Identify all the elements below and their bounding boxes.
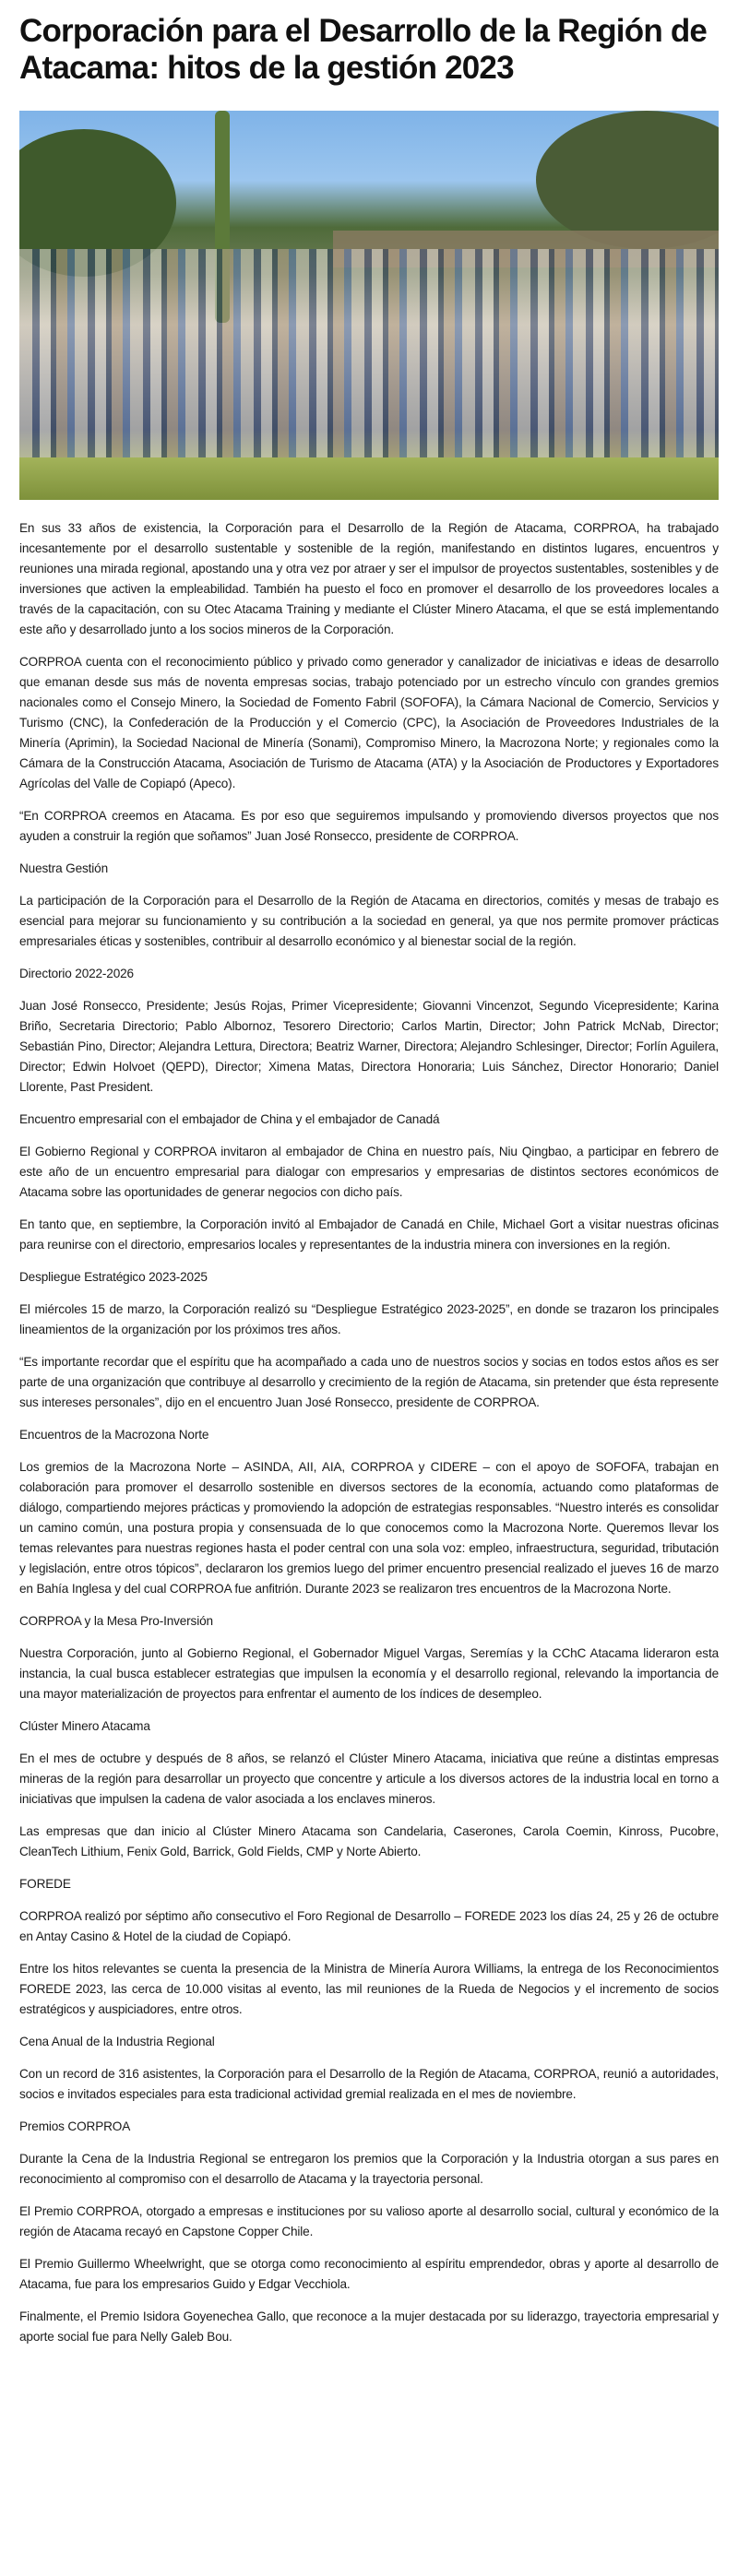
section-heading: FOREDE — [19, 1877, 71, 1891]
section-heading: Premios CORPROA — [19, 2119, 131, 2133]
section-heading: Directorio 2022-2026 — [19, 967, 134, 980]
section-heading: Despliegue Estratégico 2023-2025 — [19, 1270, 208, 1284]
paragraph: Juan José Ronsecco, Presidente; Jesús Rojas, Primer Vicepresidente; Giovanni Vincenzot, Segundo Vicepresidente; Karina Briño, Secretaria Directorio; Pablo Albornoz, Tesorero Directorio; Carlos Martin, Director; John Patrick McNab, Director; Sebastián Pino, Director; Alejandra Lettura, Directora; Beatriz Warner, Directora; Alejandro Schlesinger, Director; Forlín Aguilera, Director; Edwin Holvoet (QEPD), Director; Ximena Matas, Directora Honoraria; Luis Sánchez, Director Honorario; Daniel Llorente, Past President. — [19, 999, 719, 1094]
paragraph: “Es importante recordar que el espíritu que ha acompañado a cada uno de nuestros socios y socias en todos estos años es ser parte de una organización que contribuye al desarrollo y crecimiento de la región de Atacama, sin pretender que ésta represente sus intereses personales”, dijo en el encuentro Juan José Ronsecco, presidente de CORPROA. — [19, 1355, 719, 1409]
paragraph: El Premio CORPROA, otorgado a empresas e instituciones por su valioso aporte al desarrollo social, cultural y económico de la región de Atacama recayó en Capstone Copper Chile. — [19, 2204, 719, 2238]
section-heading: Encuentro empresarial con el embajador de China y el embajador de Canadá — [19, 1112, 440, 1126]
section-heading: Nuestra Gestión — [19, 861, 108, 875]
group-photo — [19, 111, 719, 500]
paragraph: En tanto que, en septiembre, la Corporación invitó al Embajador de Canadá en Chile, Michael Gort a visitar nuestras oficinas para reunirse con el directorio, empresarios locales y representantes de la industria minera con inversiones en la región. — [19, 1217, 719, 1252]
section-heading: CORPROA y la Mesa Pro-Inversión — [19, 1614, 213, 1628]
paragraph: En sus 33 años de existencia, la Corporación para el Desarrollo de la Región de Atacama, CORPROA, ha trabajado incesantemente por el desarrollo sustentable y sostenible de la región, manifestando en distintos lugares, encuentros y reuniones una mirada regional, apostando una y otra vez por atraer y ser el impulsor de proyectos sustentables, sostenibles y de inversiones que activen la empleabilidad. También ha puesto el foco en promover el desarrollo de los proveedores locales a través de la capacitación, con su Otec Atacama Training y mediante el Clúster Minero Atacama, el que se está implementando este año y desarrollado junto a los socios mineros de la Corporación. — [19, 521, 719, 636]
paragraph: Con un record de 316 asistentes, la Corporación para el Desarrollo de la Región de Atacama, CORPROA, reunió a autoridades, socios e invitados especiales para esta tradicional actividad gremial realizada en el mes de noviembre. — [19, 2067, 719, 2101]
paragraph: Finalmente, el Premio Isidora Goyenechea Gallo, que reconoce a la mujer destacada por su liderazgo, trayectoria empresarial y aporte social fue para Nelly Galeb Bou. — [19, 2309, 719, 2344]
paragraph: Los gremios de la Macrozona Norte – ASINDA, AII, AIA, CORPROA y CIDERE – con el apoyo de SOFOFA, trabajan en colaboración para promover el desarrollo sostenible en diversos sectores de la economía, actuando como plataformas de diálogo, compartiendo mejores prácticas y promoviendo la adopción de estrategias responsables. “Nuestro interés es consolidar un camino común, una postura propia y consensuada de lo que conocemos como la Macrozona Norte. Queremos llevar los temas relevantes para nuestras regiones hasta el poder central con una sola voz: empleo, infraestructura, seguridad, tributación y legislación, entre otros tópicos”, declararon los gremios luego del primer encuentro presencial realizado el jueves 16 de marzo en Bahía Inglesa y del cual CORPROA fue anfitrión. Durante 2023 se realizaron tres encuentros de la Macrozona Norte. — [19, 1460, 719, 1596]
paragraph: Nuestra Corporación, junto al Gobierno Regional, el Gobernador Miguel Vargas, Seremías y la CChC Atacama lideraron esta instancia, la cual busca establecer estrategias que impulsen la economía y el desarrollo regional, relevando la importancia de una mayor materialización de proyectos para enfrentar el aumento de los índices de desempleo. — [19, 1646, 719, 1701]
section-heading: Encuentros de la Macrozona Norte — [19, 1428, 209, 1442]
paragraph: El miércoles 15 de marzo, la Corporación realizó su “Despliegue Estratégico 2023-2025”, en donde se trazaron los principales lineamientos de la organización por los próximos tres años. — [19, 1302, 719, 1336]
paragraph: En el mes de octubre y después de 8 años, se relanzó el Clúster Minero Atacama, iniciativa que reúne a distintas empresas mineras de la región para desarrollar un proyecto que concentre y articule a los diversos actores de la industria local en torno a iniciativas que impulsen la cadena de valor asociada a los enclaves mineros. — [19, 1751, 719, 1806]
paragraph: El Premio Guillermo Wheelwright, que se otorga como reconocimiento al espíritu emprendedor, obras y aporte al desarrollo de Atacama, fue para los empresarios Guido y Edgar Vecchiola. — [19, 2257, 719, 2291]
section-heading: Clúster Minero Atacama — [19, 1719, 150, 1733]
paragraph: Durante la Cena de la Industria Regional se entregaron los premios que la Corporación y la Industria otorgan a sus pares en reconocimiento al compromiso con el desarrollo de Atacama y la trayectoria personal. — [19, 2152, 719, 2186]
paragraph: “En CORPROA creemos en Atacama. Es por eso que seguiremos impulsando y promoviendo diversos proyectos que nos ayuden a construir la región que soñamos” Juan José Ronsecco, presidente de CORPROA. — [19, 809, 719, 843]
paragraph: La participación de la Corporación para el Desarrollo de la Región de Atacama en directorios, comités y mesas de trabajo es esencial para mejorar su funcionamiento y su contribución a la sociedad en general, ya que nos permite promover prácticas empresariales éticas y sostenibles, contribuir al desarrollo económico y al bienestar social de la región. — [19, 894, 719, 948]
section-heading: Cena Anual de la Industria Regional — [19, 2035, 215, 2048]
article-body — [19, 518, 719, 2347]
paragraph: Entre los hitos relevantes se cuenta la presencia de la Ministra de Minería Aurora Williams, la entrega de los Reconocimientos FOREDE 2023, las cerca de 10.000 visitas al evento, las mil reuniones de la Rueda de Negocios y el incremento de socios estratégicos y auspiciadores, entre otros. — [19, 1962, 719, 2016]
paragraph: Las empresas que dan inicio al Clúster Minero Atacama son Candelaria, Caserones, Carola Coemin, Kinross, Pucobre, CleanTech Lithium, Fenix Gold, Barrick, Gold Fields, CMP y Norte Abierto. — [19, 1824, 719, 1858]
paragraph: El Gobierno Regional y CORPROA invitaron al embajador de China en nuestro país, Niu Qingbao, a participar en febrero de este año de un encuentro empresarial para dialogar con empresarios y empresarias de distintos sectores económicos de Atacama sobre las oportunidades de generar negocios con dicho país. — [19, 1145, 719, 1199]
article-title: Corporación para el Desarrollo de la Región de Atacama: hitos de la gestión 2023 — [19, 13, 708, 86]
paragraph: CORPROA cuenta con el reconocimiento público y privado como generador y canalizador de iniciativas e ideas de desarrollo que emanan desde sus más de noventa empresas socias, trabajo potenciado por un estrecho vínculo con grandes gremios nacionales como el Consejo Minero, la Sociedad de Fomento Fabril (SOFOFA), la Cámara Nacional de Comercio, Servicios y Turismo (CNC), la Confederación de la Producción y el Comercio (CPC), la Asociación de Proveedores Industriales de la Minería (Aprimin), la Sociedad Nacional de Minería (Sonami), Compromiso Minero, la Macrozona Norte; y regionales como la Cámara de la Construcción Atacama, Asociación de Turismo de Atacama (ATA) y la Asociación de Productores y Exportadores Agrícolas del Valle de Copiapó (Apeco). — [19, 655, 719, 790]
paragraph: CORPROA realizó por séptimo año consecutivo el Foro Regional de Desarrollo – FOREDE 2023 los días 24, 25 y 26 de octubre en Antay Casino & Hotel de la ciudad de Copiapó. — [19, 1909, 719, 1943]
